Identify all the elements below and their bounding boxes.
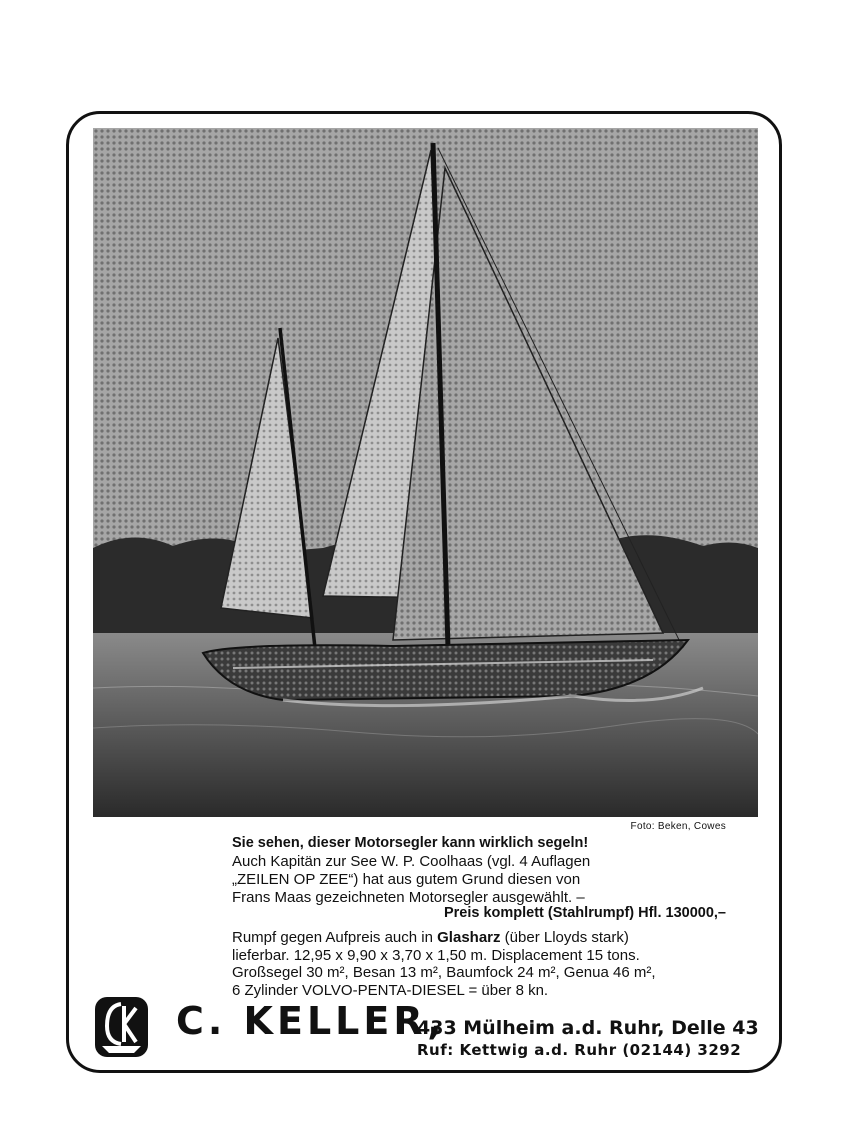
spec-bold: Glasharz — [437, 929, 501, 946]
body-paragraph — [232, 853, 732, 907]
company-phone: Ruf: Kettwig a.d. Ruhr (02144) 3292 — [417, 1041, 742, 1059]
spec-prefix: Rumpf gegen Aufpreis auch in — [232, 929, 438, 946]
sailboat-photo — [93, 128, 758, 817]
company-name: C. KELLER, — [176, 999, 446, 1043]
company-address: 433 Mülheim a.d. Ruhr, Delle 43 — [417, 1017, 759, 1039]
body-line: Frans Maas gezeichneten Motorsegler ausgewählt. – — [232, 889, 585, 906]
spec-line: 6 Zylinder VOLVO-PENTA-DIESEL = über 8 kn. — [232, 981, 549, 999]
sailboat-illustration — [93, 128, 758, 817]
spec-line: Großsegel 30 m², Besan 13 m², Baumfock 24 m², Genua 46 m², — [232, 964, 656, 981]
body-line: „ZEILEN OP ZEE“) hat aus gutem Grund diesen von — [232, 871, 581, 888]
headline: Sie sehen, dieser Motorsegler kann wirklich segeln! — [232, 835, 589, 851]
ck-ship-logo-icon — [94, 996, 149, 1058]
price-line: Preis komplett (Stahlrumpf) Hfl. 130000,– — [443, 905, 726, 921]
spec-suffix: (über Lloyds stark) — [500, 929, 629, 946]
spec-line: lieferbar. 12,95 x 9,90 x 3,70 x 1,50 m. Displacement 15 tons. — [232, 946, 640, 964]
spec-paragraph — [232, 929, 742, 999]
photo-credit: Foto: Beken, Cowes — [630, 821, 726, 832]
spec-line — [232, 929, 742, 947]
body-line: Auch Kapitän zur See W. P. Coolhaas (vgl. 4 Auflagen — [232, 853, 591, 870]
